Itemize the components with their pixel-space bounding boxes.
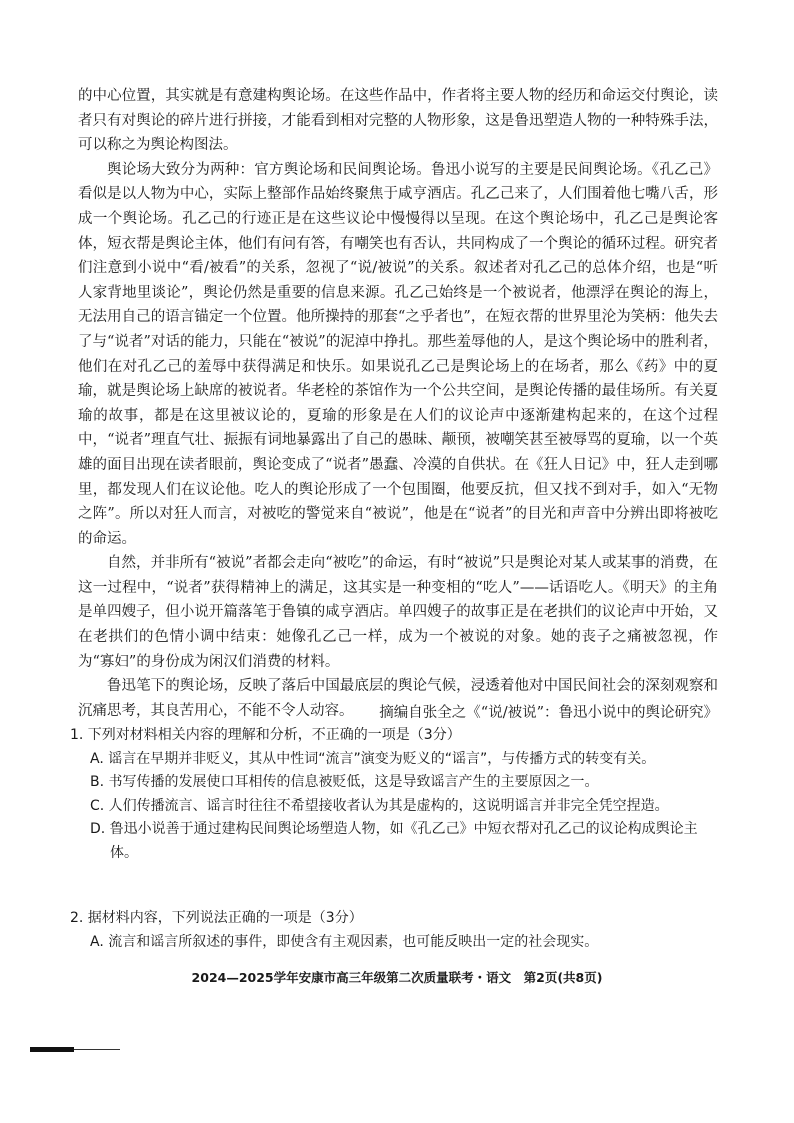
- question-1-stem: 1. 下列对材料相关内容的理解和分析，不正确的一项是（3分）: [70, 727, 461, 743]
- question-1: [70, 724, 720, 865]
- reading-passage: [78, 84, 718, 723]
- question-2-stem: 2. 据材料内容，下列说法正确的一项是（3分）: [70, 910, 363, 926]
- question-1-option-c: C. 人们传播流言、谣言时往往不希望接收者认为其是虚构的，这说明谣言并非完全凭空捏造。: [90, 797, 669, 814]
- page-footer: 2024—2025学年安康市高三年级第二次质量联考・语文 第2页(共8页): [191, 970, 603, 985]
- question-2: [70, 907, 720, 954]
- passage-source: 摘编自张全之《“说/被说”：鲁迅小说中的舆论研究》: [379, 705, 718, 721]
- question-1-option-d: D. 鲁迅小说善于通过建构民间舆论场塑造人物，如《孔乙己》中短衣帮对孔乙己的议论构成舆论主体。: [90, 821, 698, 861]
- scan-mark-thick: [30, 1047, 74, 1052]
- question-1-option-b: B. 书写传播的发展使口耳相传的信息被贬低，这是导致谣言产生的主要原因之一。: [90, 774, 599, 790]
- question-2-option-a: A. 流言和谣言所叙述的事件，即使含有主观因素，也可能反映出一定的社会现实。: [90, 933, 599, 950]
- passage-paragraph-1: 的中心位置，其实就是有意建构舆论场。在这些作品中，作者将主要人物的经历和命运交付舆论，读者只有对舆论的碎片进行拼接，才能看到相对完整的人物形象，这是鲁迅塑造人物的一种特殊手法，可以称之为舆论构图法。: [78, 88, 718, 154]
- passage-paragraph-4: 鲁迅笔下的舆论场，反映了落后中国最底层的舆论气候，浸透着他对中国民间社会的深刻观察和沉痛思考，其良苦用心，不能不令人动容。: [78, 678, 718, 719]
- question-1-option-a: A. 谣言在早期并非贬义，其从中性词“流言”演变为贬义的“谣言”，与传播方式的转变有关。: [90, 750, 656, 767]
- passage-paragraph-3: 自然，并非所有“被说”者都会走向“被吃”的命运，有时“被说”只是舆论对某人或某事的消费，在这一过程中，“说者”获得精神上的满足，这其实是一种变相的“吃人”——话语吃人。《明天》的主角是单四嫂子，但小说开篇落笔于鲁镇的咸亨酒店。单四嫂子的故事正是在老拱们的议论声中开始，又在老拱们的色情小调中结束：她像孔乙己一样，成为一个被说的对象。她的丧子之痛被忽视，作为“寡妇”的身份成为闲汉们消费的材料。: [78, 555, 718, 670]
- scan-mark-thin: [74, 1049, 120, 1050]
- passage-paragraph-2: 舆论场大致分为两种：官方舆论场和民间舆论场。鲁迅小说写的主要是民间舆论场。《孔乙己》看似是以人物为中心，实际上整部作品始终聚焦于咸亨酒店。孔乙己来了，人们围着他七嘴八舌，形成一个舆论场。孔乙己的行迹正是在这些议论中慢慢得以呈现。在这个舆论场中，孔乙己是舆论客体，短衣帮是舆论主体，他们有问有答，有嘲笑也有否认，共同构成了一个舆论的循环过程。研究者们注意到小说中“看/被看”的关系，忽视了“说/被说”的关系。叙述者对孔乙己的总体介绍，也是“听人家背地里谈论”，舆论仍然是重要的信息来源。孔乙己始终是一个被说者，他漂浮在舆论的海上，无法用自己的语言锚定一个位置。他所操持的那套“之乎者也”，在短衣帮的世界里沦为笑柄：他失去了与“说者”对话的能力，只能在“被说”的泥淖中挣扎。那些羞辱他的人，是这个舆论场中的胜利者，他们在对孔乙己的羞辱中获得满足和快乐。如果说孔乙己是舆论场上的在场者，那么《药》中的夏瑜，就是舆论场上缺席的被说者。华老栓的茶馆作为一个公共空间，是舆论传播的最佳场所。有关夏瑜的故事，都是在这里被议论的，夏瑜的形象是在人们的议论声中逐渐建构起来的，在这个过程中，“说者”理直气壮、振振有词地暴露出了自己的愚昧、颟顸，被嘲笑甚至被辱骂的夏瑜，以一个英雄的面目出现在读者眼前，舆论变成了“说者”愚蠢、冷漠的自供状。在《狂人日记》中，狂人走到哪里，都发现人们在议论他。吃人的舆论形成了一个包围圈，他要反抗，但又找不到对手，如入“无物之阵”。所以对狂人而言，对被吃的警觉来自“被说”，他是在“说者”的目光和声音中分辨出即将被吃的命运。: [78, 161, 718, 547]
- scan-edge-mark: [30, 1046, 120, 1052]
